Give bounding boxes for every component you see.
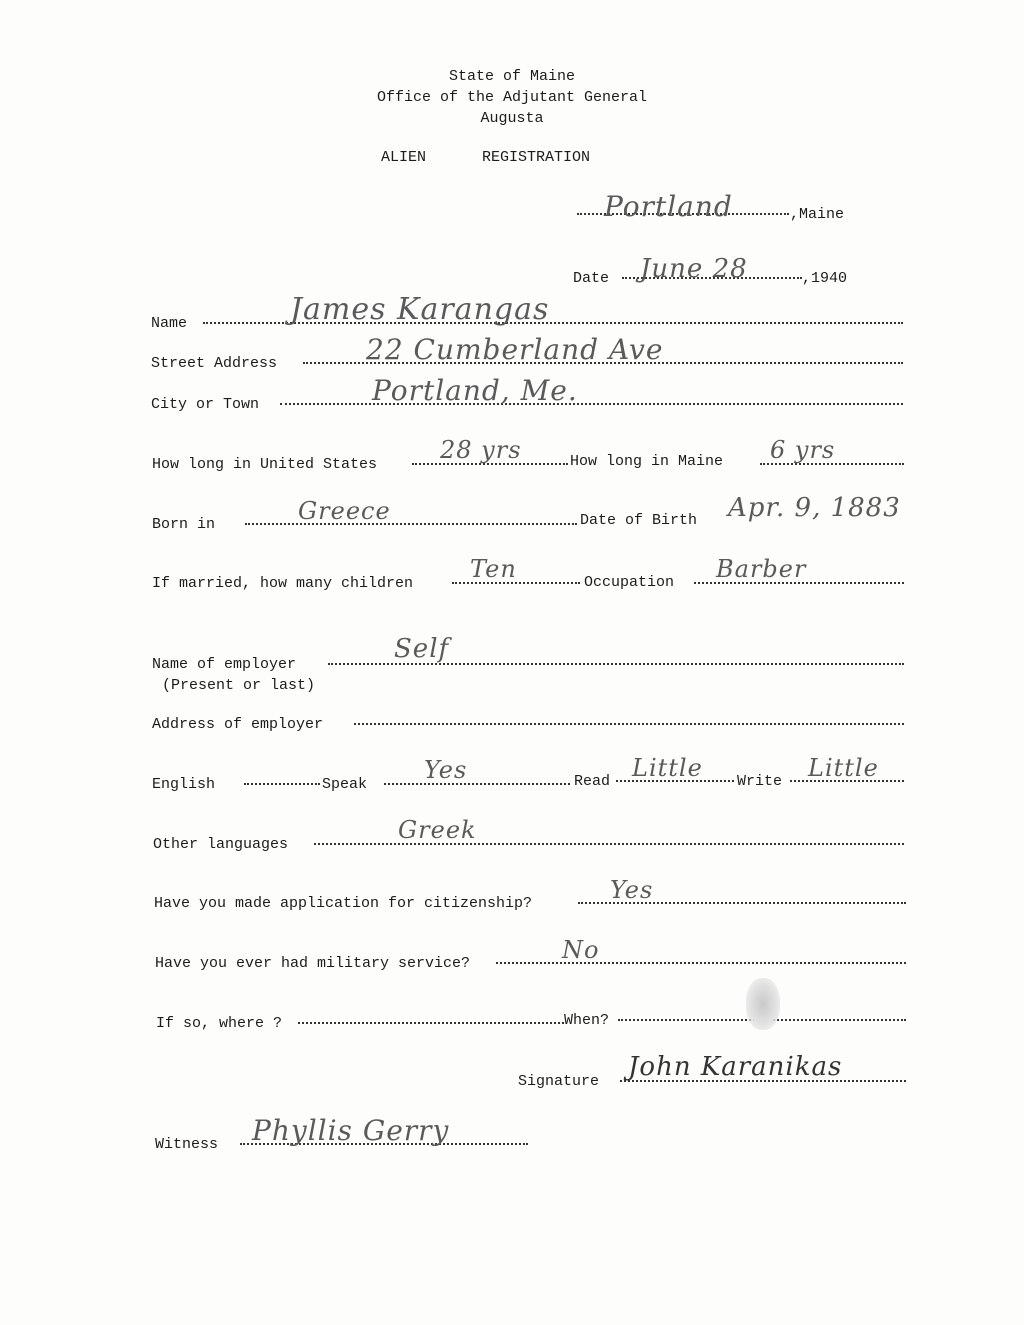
speak-value: Yes <box>424 756 468 784</box>
signature-label: Signature <box>518 1073 600 1090</box>
maine-duration-label: How long in Maine <box>570 453 724 470</box>
witness-value: Phyllis Gerry <box>252 1114 450 1147</box>
employer-sublabel: (Present or last) <box>162 677 316 694</box>
maine-duration-value: 6 yrs <box>770 436 836 464</box>
city-value: Portland, Me. <box>372 374 578 407</box>
citizenship-value: Yes <box>610 876 654 904</box>
street-value: 22 Cumberland Ave <box>366 333 664 366</box>
military-label: Have you ever had military service? <box>155 955 471 972</box>
street-label: Street Address <box>151 355 278 372</box>
write-value: Little <box>808 754 879 782</box>
date-value: June 28 <box>640 254 748 284</box>
read-label: Read <box>574 773 611 790</box>
occupation-label: Occupation <box>584 574 675 591</box>
us-duration-label: How long in United States <box>152 456 378 473</box>
speak-label: Speak <box>322 776 368 793</box>
name-label: Name <box>151 315 188 332</box>
header-state: State of Maine <box>448 68 576 85</box>
place-suffix: ,Maine <box>790 206 845 223</box>
other-languages-value: Greek <box>398 816 477 844</box>
header-office: Office of the Adjutant General <box>376 89 648 106</box>
children-label: If married, how many children <box>152 575 414 592</box>
employer-label: Name of employer <box>152 656 297 673</box>
military-value: No <box>562 936 600 964</box>
signature-value: John Karanikas <box>628 1052 843 1082</box>
write-label: Write <box>737 773 783 790</box>
dob-value: Apr. 9, 1883 <box>728 493 901 523</box>
occupation-value: Barber <box>716 555 807 583</box>
citizenship-label: Have you made application for citizenship? <box>154 895 533 912</box>
english-label: English <box>152 776 216 793</box>
when-label: When? <box>564 1012 610 1029</box>
us-duration-value: 28 yrs <box>440 436 522 464</box>
read-value: Little <box>632 754 703 782</box>
name-value: James Karangas <box>290 292 550 327</box>
born-in-value: Greece <box>298 497 391 525</box>
date-year: ,1940 <box>802 270 848 287</box>
form-title-alien: ALIEN <box>381 149 427 166</box>
where-label: If so, where ? <box>156 1015 283 1032</box>
city-label: City or Town <box>151 396 260 413</box>
form-title-registration: REGISTRATION <box>482 149 591 166</box>
date-label: Date <box>573 270 610 287</box>
born-in-label: Born in <box>152 516 216 533</box>
employer-value: Self <box>394 634 450 664</box>
other-languages-label: Other languages <box>153 836 289 853</box>
dob-label: Date of Birth <box>580 512 698 529</box>
witness-label: Witness <box>155 1136 219 1153</box>
header-city: Augusta <box>480 110 544 127</box>
place-value: Portland <box>604 190 733 223</box>
children-value: Ten <box>470 555 517 583</box>
employer-address-label: Address of employer <box>152 716 324 733</box>
